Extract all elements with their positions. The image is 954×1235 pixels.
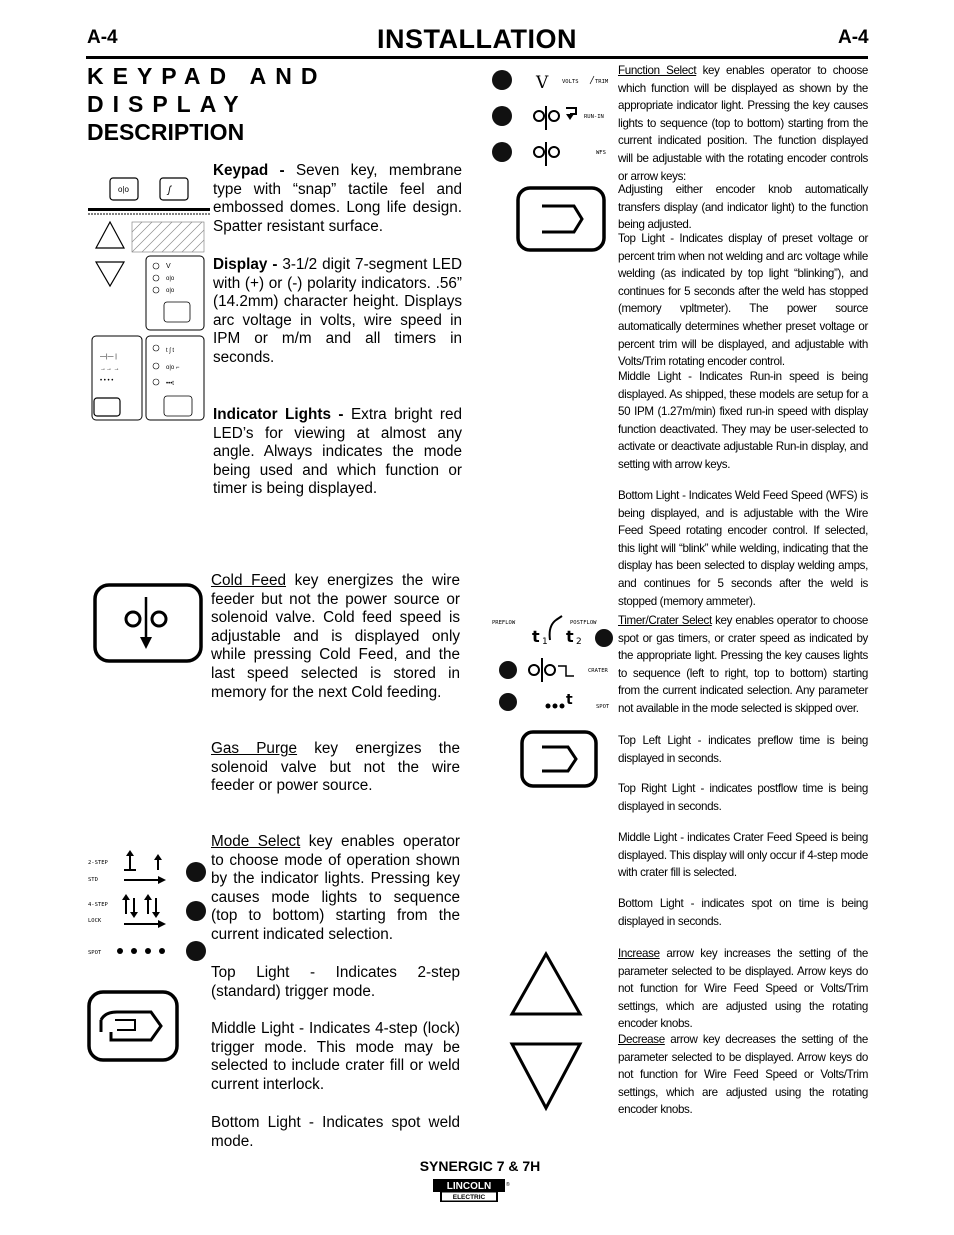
two-step-trigger-icon <box>124 850 166 884</box>
run-in-icon <box>534 106 576 130</box>
gas-purge-paragraph <box>211 740 460 796</box>
indicator-text: Extra bright red LED’s for viewing at almost any angle. Always indicates the mode being used and which function or timer is being displayed. <box>213 406 462 498</box>
decrease-label: Decrease <box>618 1033 665 1046</box>
mode-indicator-panel <box>86 852 210 964</box>
postflow-t-icon: t <box>566 627 574 646</box>
volts-symbol: V <box>536 73 549 93</box>
decrease-arrow-key-icon <box>508 1040 584 1112</box>
function-label-trim: TRIM <box>595 79 609 85</box>
spot-t-icon: t <box>566 692 573 708</box>
logo-text-lincoln: LINCOLN <box>446 1181 492 1192</box>
function-top-light-text: Top Light - Indicates display of preset voltage or percent trim when not welding and arc voltage while welding (as indicated by top light “blinking”), and continues for 5 seconds after the weld has stopped (memory vpltmeter). The power source automatically determines whether preset voltage or percent trim will be displayed, and adjustable with Volts/Trim rotating encoder control. <box>618 232 868 369</box>
timer-top-right-light-text: Top Right Light - indicates postflow time is being displayed in seconds. <box>618 782 868 813</box>
timer-label-postflow: POSTFLOW <box>570 620 597 626</box>
mode-label-std: STD <box>88 877 98 883</box>
header-rule <box>86 56 868 59</box>
svg-text:•••t: •••t <box>166 381 174 387</box>
function-select-text: key enables operator to choose which function will be displayed as shown by the appropriate indicator light. Pressing the key causes lights to sequence (top to bottom) starting from the current indicated position. The function displayed will be adjustable with the rotating encoder controls or arrow keys: <box>618 64 868 183</box>
cold-feed-text: key energizes the wire feeder but not the power source or solenoid valve. Cold feed speed is adjustable and is displayed only while pressing Cold Feed, and the last speed selected is stored in memory for the next Cold feeding. <box>211 572 461 701</box>
mode-middle-light-text: Middle Light - Indicates 4-step (lock) trigger mode. This mode may be selected to include crater fill or weld current interlock. <box>211 1020 460 1093</box>
mode-light-top <box>186 862 206 882</box>
postflow-subscript: 2 <box>576 637 582 647</box>
svg-text:o|o: o|o <box>118 185 129 194</box>
cold-feed-paragraph <box>211 572 460 702</box>
section-heading <box>87 62 467 146</box>
function-bottom-light-text: Bottom Light - Indicates Weld Feed Speed (WFS) is being displayed, and is adjustable with the Wire Feed Speed rotating encoder control. If selected, this light will “blink” while welding, indicating that the display has been selected to display welding amps, and continues for 5 seconds after the weld is stopped (memory ammeter). <box>618 489 868 608</box>
function-select-key-icon <box>516 186 606 252</box>
page-number-left: A-4 <box>87 27 118 48</box>
crater-icon <box>529 658 574 682</box>
preflow-subscript: 1 <box>542 637 548 647</box>
gas-purge-label: Gas Purge <box>211 740 298 757</box>
function-label-run-in: RUN-IN <box>584 114 604 120</box>
display-text: 3-1/2 digit 7-segment LED with (+) or (-) polarity indicators. .56” (14.2mm) character height. Displays arc voltage in volts, wire speed in IPM or m/m and all timers in seconds. <box>213 256 462 366</box>
registered-mark: ® <box>506 1182 510 1188</box>
function-label-volts: VOLTS <box>562 79 579 85</box>
function-label-wfs: WFS <box>596 150 606 156</box>
wfs-icon <box>534 142 559 166</box>
timer-light-middle <box>499 661 517 679</box>
mode-light-middle <box>186 901 206 921</box>
svg-text:→→ →: →→ → <box>100 366 120 372</box>
timer-select-text: key enables operator to choose spot or gas timers, or crater speed as indicated by the appropriate light. Pressing the key causes lights to sequence (left to right, top to bottom) starting from the current indicated selection. Any parameter not available in the mode selected is skipped over. <box>618 614 868 715</box>
keypad-label: Keypad - <box>213 162 285 179</box>
timer-indicator-panel <box>490 614 614 716</box>
mode-select-text: key enables operator to choose mode of operation shown by the indicator lights. Pressing key causes mode lights to sequence (top to bottom) starting from the current indicated selection. <box>211 833 460 943</box>
mode-select-key-icon <box>87 990 179 1062</box>
section-heading-line2: DESCRIPTION <box>87 119 245 145</box>
function-indicator-panel <box>490 66 612 168</box>
timer-label-crater: CRATER <box>588 668 608 674</box>
decrease-paragraph <box>618 1031 868 1119</box>
decrease-text: arrow key decreases the setting of the parameter selected to be displayed. Arrow keys do not function for Wire Feed Speed or Volts/Trim settings, which are adjusted using the rotating encoder knobs. <box>618 1033 868 1117</box>
four-step-trigger-icon <box>122 894 166 928</box>
timer-select-label: Timer/Crater Select <box>618 614 712 627</box>
svg-text:o|o ⌐: o|o ⌐ <box>166 365 180 371</box>
function-middle-light-text: Middle Light - Indicates Run-in speed is being displayed. As shipped, these models are setup for a 50 IPM (1.27m/min) fixed run-in speed with display function deactivated. They may be user-selected to activate or deactivate adjustable Run-in display, and setting with arrow keys. <box>618 370 868 471</box>
timer-label-spot: SPOT <box>596 704 610 710</box>
increase-paragraph <box>618 945 868 1033</box>
indicator-paragraph <box>213 406 462 499</box>
timer-light-top-right <box>595 629 613 647</box>
timer-light-bottom <box>499 693 517 711</box>
timer-select-key-icon <box>520 730 598 788</box>
spot-mode-icon <box>117 948 165 954</box>
svg-text:—|— |: —|— | <box>100 354 117 360</box>
mode-label-4step: 4-STEP <box>88 902 108 908</box>
mode-light-bottom <box>186 941 206 961</box>
mode-label-2step: 2-STEP <box>88 860 108 866</box>
lincoln-electric-logo <box>432 1178 510 1204</box>
mode-label-spot: SPOT <box>88 950 102 956</box>
logo-text-electric: ELECTRIC <box>452 1194 486 1201</box>
mode-select-label: Mode Select <box>211 833 301 850</box>
function-light-middle <box>492 106 512 126</box>
timer-top-left-light-text: Top Left Light - indicates preflow time is being displayed in seconds. <box>618 734 868 765</box>
svg-text:t ʃ t: t ʃ t <box>166 348 175 354</box>
function-light-bottom <box>492 142 512 162</box>
svg-text:V: V <box>166 263 171 270</box>
svg-text:ʃ: ʃ <box>168 185 171 196</box>
page-title: INSTALLATION <box>377 24 577 54</box>
svg-text:• • • •: • • • • <box>100 378 114 384</box>
cold-feed-label: Cold Feed <box>211 572 286 589</box>
keypad-text: Seven key, membrane type with “snap” tactile feel and embossed domes. Long life design. Spatter resistant surface. <box>213 162 462 235</box>
keypad-overview-illustration <box>88 172 210 424</box>
page-number-right: A-4 <box>838 27 869 48</box>
timer-label-preflow: PREFLOW <box>492 620 516 626</box>
svg-text:o|o: o|o <box>166 288 175 294</box>
mode-top-light-text: Top Light - Indicates 2-step (standard) trigger mode. <box>211 964 460 1000</box>
function-light-top <box>492 70 512 90</box>
model-name: SYNERGIC 7 & 7H <box>419 1158 541 1174</box>
svg-text:o|o: o|o <box>166 276 175 282</box>
function-select-label: Function Select <box>618 64 697 77</box>
indicator-label: Indicator Lights - <box>213 406 344 423</box>
display-paragraph <box>213 256 462 368</box>
gas-flow-icon <box>550 616 562 640</box>
gas-purge-text: key energizes the solenoid valve but not the wire feeder or power source. <box>211 740 460 795</box>
preflow-t-icon: t <box>532 627 540 646</box>
encoder-text: Adjusting either encoder knob automatically transfers display (and indicator light) to the function being adjusted. <box>618 183 868 232</box>
mode-label-lock: LOCK <box>88 918 102 924</box>
increase-text: arrow key increases the setting of the parameter selected to be displayed. Arrow keys do not function for Wire Feed Speed or Volts/Trim settings, which are adjusted using the rotating encoder knobs. <box>618 947 868 1031</box>
section-heading-line1: KEYPAD AND DISPLAY <box>87 63 327 117</box>
timer-middle-light-text: Middle Light - indicates Crater Feed Speed is being displayed. This display will only occur if 4-step mode with crater fill is selected. <box>618 831 868 880</box>
mode-select-paragraph <box>211 833 460 945</box>
timer-bottom-light-text: Bottom Light - indicates spot on time is being displayed in seconds. <box>618 897 868 928</box>
increase-label: Increase <box>618 947 660 960</box>
mode-bottom-light-text: Bottom Light - Indicates spot weld mode. <box>211 1114 460 1150</box>
display-label: Display - <box>213 256 278 273</box>
cold-feed-key-icon <box>93 583 205 663</box>
keypad-paragraph <box>213 162 462 236</box>
increase-arrow-key-icon <box>508 950 584 1018</box>
timer-select-paragraph <box>618 612 868 718</box>
spot-timer-icon <box>546 704 565 709</box>
function-select-paragraph <box>618 62 868 185</box>
